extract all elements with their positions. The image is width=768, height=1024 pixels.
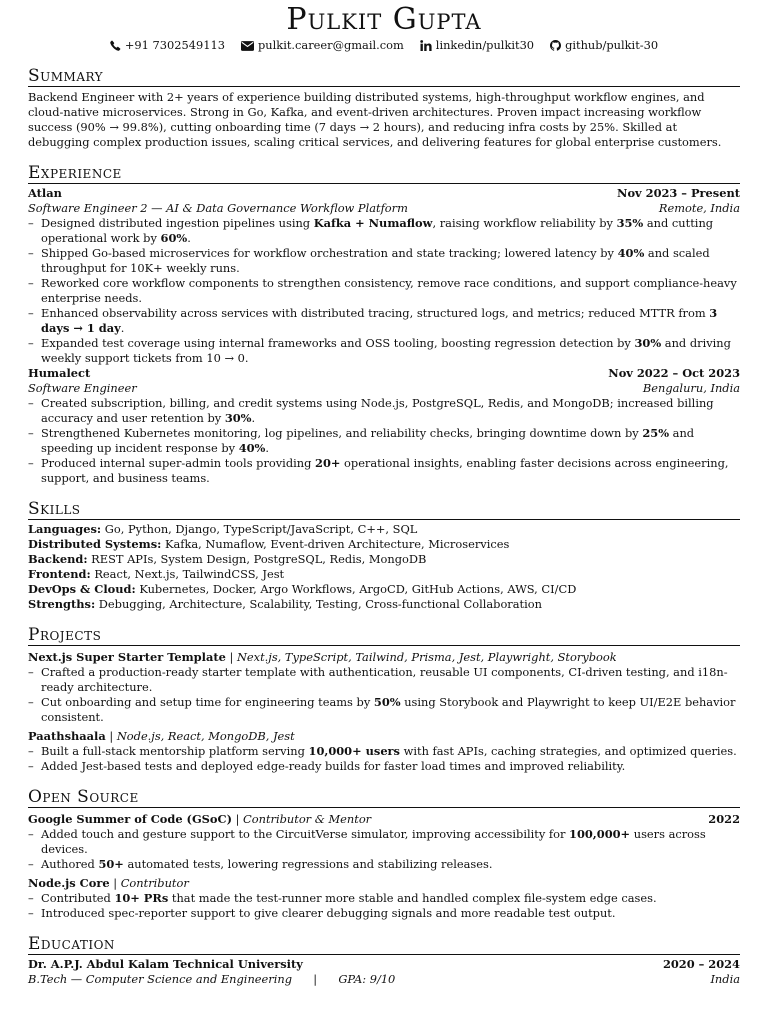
contact-email[interactable] [241, 38, 404, 53]
bullet-list [28, 827, 740, 872]
education-separator: | [313, 972, 318, 986]
bullet-text: Shipped Go-based microservices for workflow orchestration and state tracking; lowered latency by [41, 246, 618, 260]
bullet-text: that made the test-runner more stable and handled complex file-system edge cases. [168, 891, 657, 905]
bullet-highlight: 30% [634, 336, 662, 350]
bullet-text: with fast APIs, caching strategies, and optimized queries. [399, 744, 737, 758]
bullet-item [28, 276, 740, 306]
skills-heading: Skills [28, 500, 740, 520]
bullet-item [28, 827, 740, 857]
open-source-header [28, 876, 740, 891]
bullet-text: . [187, 231, 191, 245]
bullet-text: and driving weekly support tickets from 10 → 0. [41, 336, 731, 365]
contact-bar [28, 38, 740, 53]
contact-email-text: pulkit.career@gmail.com [258, 38, 404, 52]
project-header [28, 650, 740, 665]
bullet-text: Reworked core workflow components to strengthen consistency, remove race conditions, and support compliance-heavy enterprise needs. [41, 276, 737, 305]
bullet-item [28, 396, 740, 426]
job-role: Software Engineer [28, 381, 137, 395]
job-dates: Nov 2023 – Present [617, 186, 740, 200]
bullet-text: , raising workflow reliability by [432, 216, 617, 230]
open-source-year: 2022 [708, 812, 740, 826]
bullet-highlight: 10+ PRs [114, 891, 169, 905]
job-role: Software Engineer 2 — AI & Data Governance Workflow Platform [28, 201, 408, 215]
bullet-highlight: 25% [642, 426, 670, 440]
job-dates: Nov 2022 – Oct 2023 [608, 366, 740, 380]
open-source-role: Contributor & Mentor [243, 812, 372, 826]
experience-list [28, 186, 740, 486]
contact-linkedin[interactable] [420, 38, 534, 53]
job-company: Atlan [28, 186, 62, 200]
bullet-text: . [265, 441, 270, 455]
skill-value: Debugging, Architecture, Scalability, Testing, Cross-functional Collaboration [98, 597, 542, 611]
summary-heading: Summary [28, 67, 740, 87]
job-location: Remote, India [658, 201, 740, 215]
bullet-text: Added Jest-based tests and deployed edge-ready builds for faster load times and improved reliability. [41, 759, 626, 773]
open-source-heading: Open Source [28, 788, 740, 808]
bullet-text: and scaled throughput for 10K+ weekly runs. [41, 246, 710, 275]
project-name: Next.js Super Starter Template [28, 650, 226, 664]
bullet-text: Expanded test coverage using internal frameworks and OSS tooling, boosting regression detection by [41, 336, 635, 350]
bullet-highlight: Kafka + Numaflow [313, 216, 433, 230]
contact-linkedin-text: linkedin/pulkit30 [435, 38, 535, 52]
job-entry [28, 186, 740, 366]
envelope-icon [241, 41, 254, 51]
bullet-item [28, 744, 740, 759]
bullet-item [28, 891, 740, 906]
bullet-item [28, 336, 740, 366]
skill-row [28, 582, 740, 597]
contact-github-text: github/pulkit-30 [565, 38, 659, 52]
education-dates: 2020 – 2024 [662, 957, 740, 971]
bullet-item [28, 426, 740, 456]
skill-row [28, 567, 740, 582]
job-company: Humalect [28, 366, 91, 380]
job-location: Bengaluru, India [642, 381, 740, 395]
skill-label: Frontend: [28, 567, 91, 581]
skill-value: Kafka, Numaflow, Event-driven Architecture, Microservices [164, 537, 510, 551]
bullet-text: Enhanced observability across services with distributed tracing, structured logs, and metrics; reduced MTTR from [41, 306, 710, 320]
skill-label: Languages: [28, 522, 102, 536]
bullet-text: users across devices. [41, 827, 706, 856]
open-source-separator: | [231, 812, 244, 826]
open-source-separator: | [109, 876, 121, 890]
bullet-text: . [251, 411, 256, 425]
job-subheader [28, 381, 740, 396]
open-source-entry [28, 876, 740, 921]
open-source-name: Google Summer of Code (GSoC) [28, 812, 232, 826]
skill-label: DevOps & Cloud: [28, 582, 136, 596]
open-source-title [28, 876, 189, 891]
open-source-role: Contributor [120, 876, 189, 890]
education-location: India [710, 972, 740, 986]
project-header [28, 729, 740, 744]
bullet-text: Contributed [41, 891, 115, 905]
open-source-entry [28, 812, 740, 872]
bullet-highlight: 20+ [315, 456, 341, 470]
bullet-text: Strengthened Kubernetes monitoring, log pipelines, and reliability checks, bringing downtime down by [41, 426, 643, 440]
skill-row [28, 597, 740, 612]
open-source-title [28, 812, 371, 827]
bullet-text: Crafted a production-ready starter template with authentication, reusable UI components, CI-driven testing, and i18n-ready architecture. [41, 665, 728, 694]
bullet-text: using Storybook and Playwright to keep UI/E2E behavior consistent. [41, 695, 736, 724]
bullet-item [28, 906, 740, 921]
bullet-item [28, 665, 740, 695]
contact-phone-text: +91 7302549113 [124, 38, 226, 52]
phone-icon [110, 40, 121, 51]
project-separator: | [105, 729, 117, 743]
open-source-header [28, 812, 740, 827]
projects-heading: Projects [28, 626, 740, 646]
bullet-highlight: 10,000+ users [308, 744, 400, 758]
bullet-highlight: 3 days → 1 day [41, 306, 718, 335]
bullet-text: Cut onboarding and setup time for engineering teams by [41, 695, 374, 709]
education-school: Dr. A.P.J. Abdul Kalam Technical University [28, 957, 303, 971]
open-source-list [28, 812, 740, 921]
education-gpa: GPA: 9/10 [338, 972, 396, 986]
contact-github[interactable] [550, 38, 658, 53]
contact-phone[interactable] [110, 38, 225, 53]
bullet-item [28, 695, 740, 725]
bullet-text: Created subscription, billing, and credit systems using Node.js, PostgreSQL, Redis, and MongoDB; increased billing accuracy and user retention by [41, 396, 714, 425]
bullet-item [28, 306, 740, 336]
project-entry [28, 729, 740, 774]
education-heading: Education [28, 935, 740, 955]
bullet-list [28, 396, 740, 486]
github-icon [550, 40, 561, 51]
bullet-list [28, 891, 740, 921]
linkedin-icon [420, 40, 432, 51]
bullet-highlight: 40% [617, 246, 645, 260]
project-tech: Next.js, TypeScript, Tailwind, Prisma, Jest, Playwright, Storybook [236, 650, 617, 664]
bullet-text: Designed distributed ingestion pipelines using [41, 216, 314, 230]
skill-row [28, 552, 740, 567]
skill-label: Backend: [28, 552, 88, 566]
candidate-name: Pulkit Gupta [286, 2, 482, 37]
bullet-text: operational insights, enabling faster decisions across engineering, support, and business teams. [41, 456, 729, 485]
skill-value: Kubernetes, Docker, Argo Workflows, ArgoCD, GitHub Actions, AWS, CI/CD [139, 582, 577, 596]
bullet-highlight: 30% [224, 411, 252, 425]
skill-row [28, 522, 740, 537]
bullet-item [28, 246, 740, 276]
bullet-text: automated tests, lowering regressions and stabilizing releases. [123, 857, 493, 871]
job-header [28, 186, 740, 201]
resume-page [28, 0, 740, 987]
bullet-text: and cutting operational work by [41, 216, 714, 245]
project-tech: Node.js, React, MongoDB, Jest [116, 729, 295, 743]
bullet-list [28, 744, 740, 774]
summary-text: Backend Engineer with 2+ years of experience building distributed systems, high-throughput workflow engines, and cloud-native microservices. Strong in Go, Kafka, and event-driven architectures. Proven impact increasing workflow success (90% → 99.8%), cutting onboarding time (7 days → 2 hours), and reducing infra costs by 25%. Skilled at debugging complex production issues, scaling critical services, and delivering features for global enterprise customers. [28, 90, 722, 149]
bullet-text: Built a full-stack mentorship platform serving [41, 744, 309, 758]
bullet-text: and speeding up incident response by [41, 426, 695, 455]
education-degree: B.Tech — Computer Science and Engineering [28, 972, 292, 986]
skill-value: Go, Python, Django, TypeScript/JavaScript, C++, SQL [104, 522, 418, 536]
bullet-highlight: 100,000+ [569, 827, 631, 841]
bullet-item [28, 759, 740, 774]
bullet-highlight: 35% [616, 216, 644, 230]
bullet-item [28, 216, 740, 246]
bullet-item [28, 456, 740, 486]
experience-heading: Experience [28, 164, 740, 184]
project-name: Paathshaala [28, 729, 106, 743]
education-entry [28, 957, 740, 987]
bullet-highlight: 50+ [98, 857, 124, 871]
job-subheader [28, 201, 740, 216]
skill-label: Distributed Systems: [28, 537, 162, 551]
bullet-highlight: 50% [373, 695, 401, 709]
job-header [28, 366, 740, 381]
bullet-list [28, 665, 740, 725]
skill-value: React, Next.js, TailwindCSS, Jest [94, 567, 285, 581]
education-details [28, 972, 395, 987]
project-entry [28, 650, 740, 725]
skill-row [28, 537, 740, 552]
bullet-list [28, 216, 740, 366]
bullet-highlight: 60% [160, 231, 188, 245]
skill-label: Strengths: [28, 597, 96, 611]
skill-value: REST APIs, System Design, PostgreSQL, Redis, MongoDB [91, 552, 427, 566]
bullet-item [28, 857, 740, 872]
bullet-text: Produced internal super-admin tools providing [41, 456, 316, 470]
projects-list [28, 650, 740, 774]
job-entry [28, 366, 740, 486]
bullet-text: Introduced spec-reporter support to give clearer debugging signals and more readable test output. [41, 906, 616, 920]
project-separator: | [225, 650, 237, 664]
bullet-text: Added touch and gesture support to the CircuitVerse simulator, improving accessibility for [41, 827, 570, 841]
skills-list [28, 522, 740, 612]
bullet-text: . [120, 321, 125, 335]
open-source-name: Node.js Core [28, 876, 110, 890]
bullet-text: Authored [41, 857, 99, 871]
bullet-highlight: 40% [238, 441, 266, 455]
